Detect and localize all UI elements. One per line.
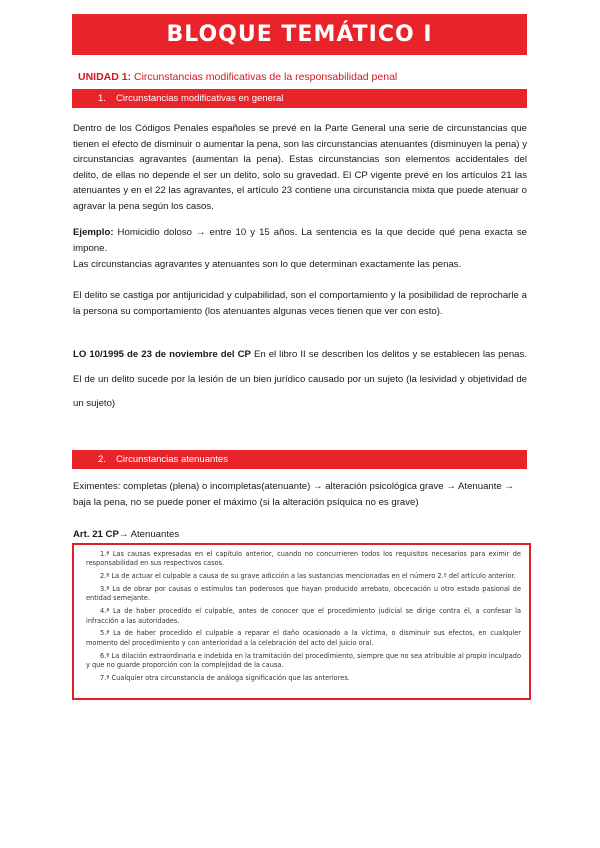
article-heading (73, 527, 527, 543)
law-reference: LO 10/1995 de 23 de noviembre del CP (73, 349, 251, 360)
unit-title: Circunstancias modificativas de la responsabilidad penal (131, 71, 398, 83)
example-label: Ejemplo: (73, 227, 114, 238)
example-text: Homicidio doloso → entre 10 y 15 años. La sentencia es la que decide qué pena exacta se impone. (73, 227, 527, 254)
law-text: En el libro II se describen los delitos y se establecen las penas. El de un delito sucede por la lesión de un bien jurídico causado por un sujeto (la lesividad y objetividad de un sujeto) (73, 349, 527, 409)
article-21-box (72, 543, 531, 700)
intro-paragraph: Dentro de los Códigos Penales españoles se prevé en la Parte General una serie de circunstancias que tienen el efecto de disminuir o aumentar la pena, son las circunstancias atenuantes (disminuyen la pena) y circunstancias agravantes (aumentan la pena). Estas circunstancias son elementos accidentales del delito, de ellas no depende el ser un delito, solo su gravedad. El CP vigente prevé en los artículos 21 las atenuantes y en el 22 las agravantes, el artículo 23 contiene una circunstancia mixta que puede atenuar o agravar la pena según los casos. (73, 123, 527, 212)
example-paragraph (73, 225, 527, 256)
section-2-title: Circunstancias atenuantes (116, 454, 228, 465)
law-item: 7.ª Cualquier otra circunstancia de análoga significación que las anteriores. (100, 673, 350, 682)
law-paragraph (73, 343, 527, 417)
law-item: 4.ª La de haber procedido el culpable, antes de conocer que el procedimiento judicial se dirige contra él, a confesar la infracción a las autoridades. (86, 607, 521, 625)
section-1-number: 1. (98, 93, 106, 104)
antijuridicidad-paragraph: El delito se castiga por antijuricidad y culpabilidad, son el comportamiento y la posibilidad de reprocharle a la persona su comportamiento (los atenuantes algunas veces tienen que ver con esto). (73, 290, 527, 317)
section-1-title: Circunstancias modificativas en general (116, 93, 284, 104)
law-item: 3.ª La de obrar por causas o estímulos tan poderosos que hayan producido arrebato, obcecación u otro estado pasional de entidad semejante. (86, 585, 521, 603)
page-title: BLOQUE TEMÁTICO I (72, 14, 527, 55)
law-item: 2.ª La de actuar el culpable a causa de su grave adicción a las sustancias mencionadas en el número 2.º del artículo anterior. (100, 572, 516, 581)
article-label: Art. 21 CP (73, 529, 119, 540)
eximentes-paragraph: Eximentes: completas (plena) o incompletas(atenuante) → alteración psicológica grave → Atenuante → baja la pena, no se puede poner el máximo (si la alteración psíquica no es grave) (73, 481, 515, 508)
section-2-number: 2. (98, 454, 106, 465)
section-2-header (72, 450, 527, 469)
law-item: 5.ª La de haber procedido el culpable a reparar el daño ocasionado a la víctima, o disminuir sus efectos, en cualquier momento del procedimiento y con anterioridad a la celebración del acto del juicio oral. (86, 629, 521, 647)
unit-heading (78, 71, 397, 83)
law-item: 6.ª La dilación extraordinaria e indebida en la tramitación del procedimiento, siempre que no sea atribuible al propio inculpado y que no guarde proporción con la complejidad de la causa. (86, 651, 521, 670)
article-suffix: → Atenuantes (118, 529, 180, 540)
example-note: Las circunstancias agravantes y atenuantes son lo que determinan exactamente las penas. (73, 259, 462, 270)
unit-label: UNIDAD 1 (78, 71, 128, 83)
law-item: 1.ª Las causas expresadas en el capítulo anterior, cuando no concurrieren todos los requisitos necesarios para eximir de responsabilidad en sus respectivos casos. (86, 550, 521, 568)
unit-separator: : (127, 71, 132, 83)
section-1-header (72, 89, 527, 108)
